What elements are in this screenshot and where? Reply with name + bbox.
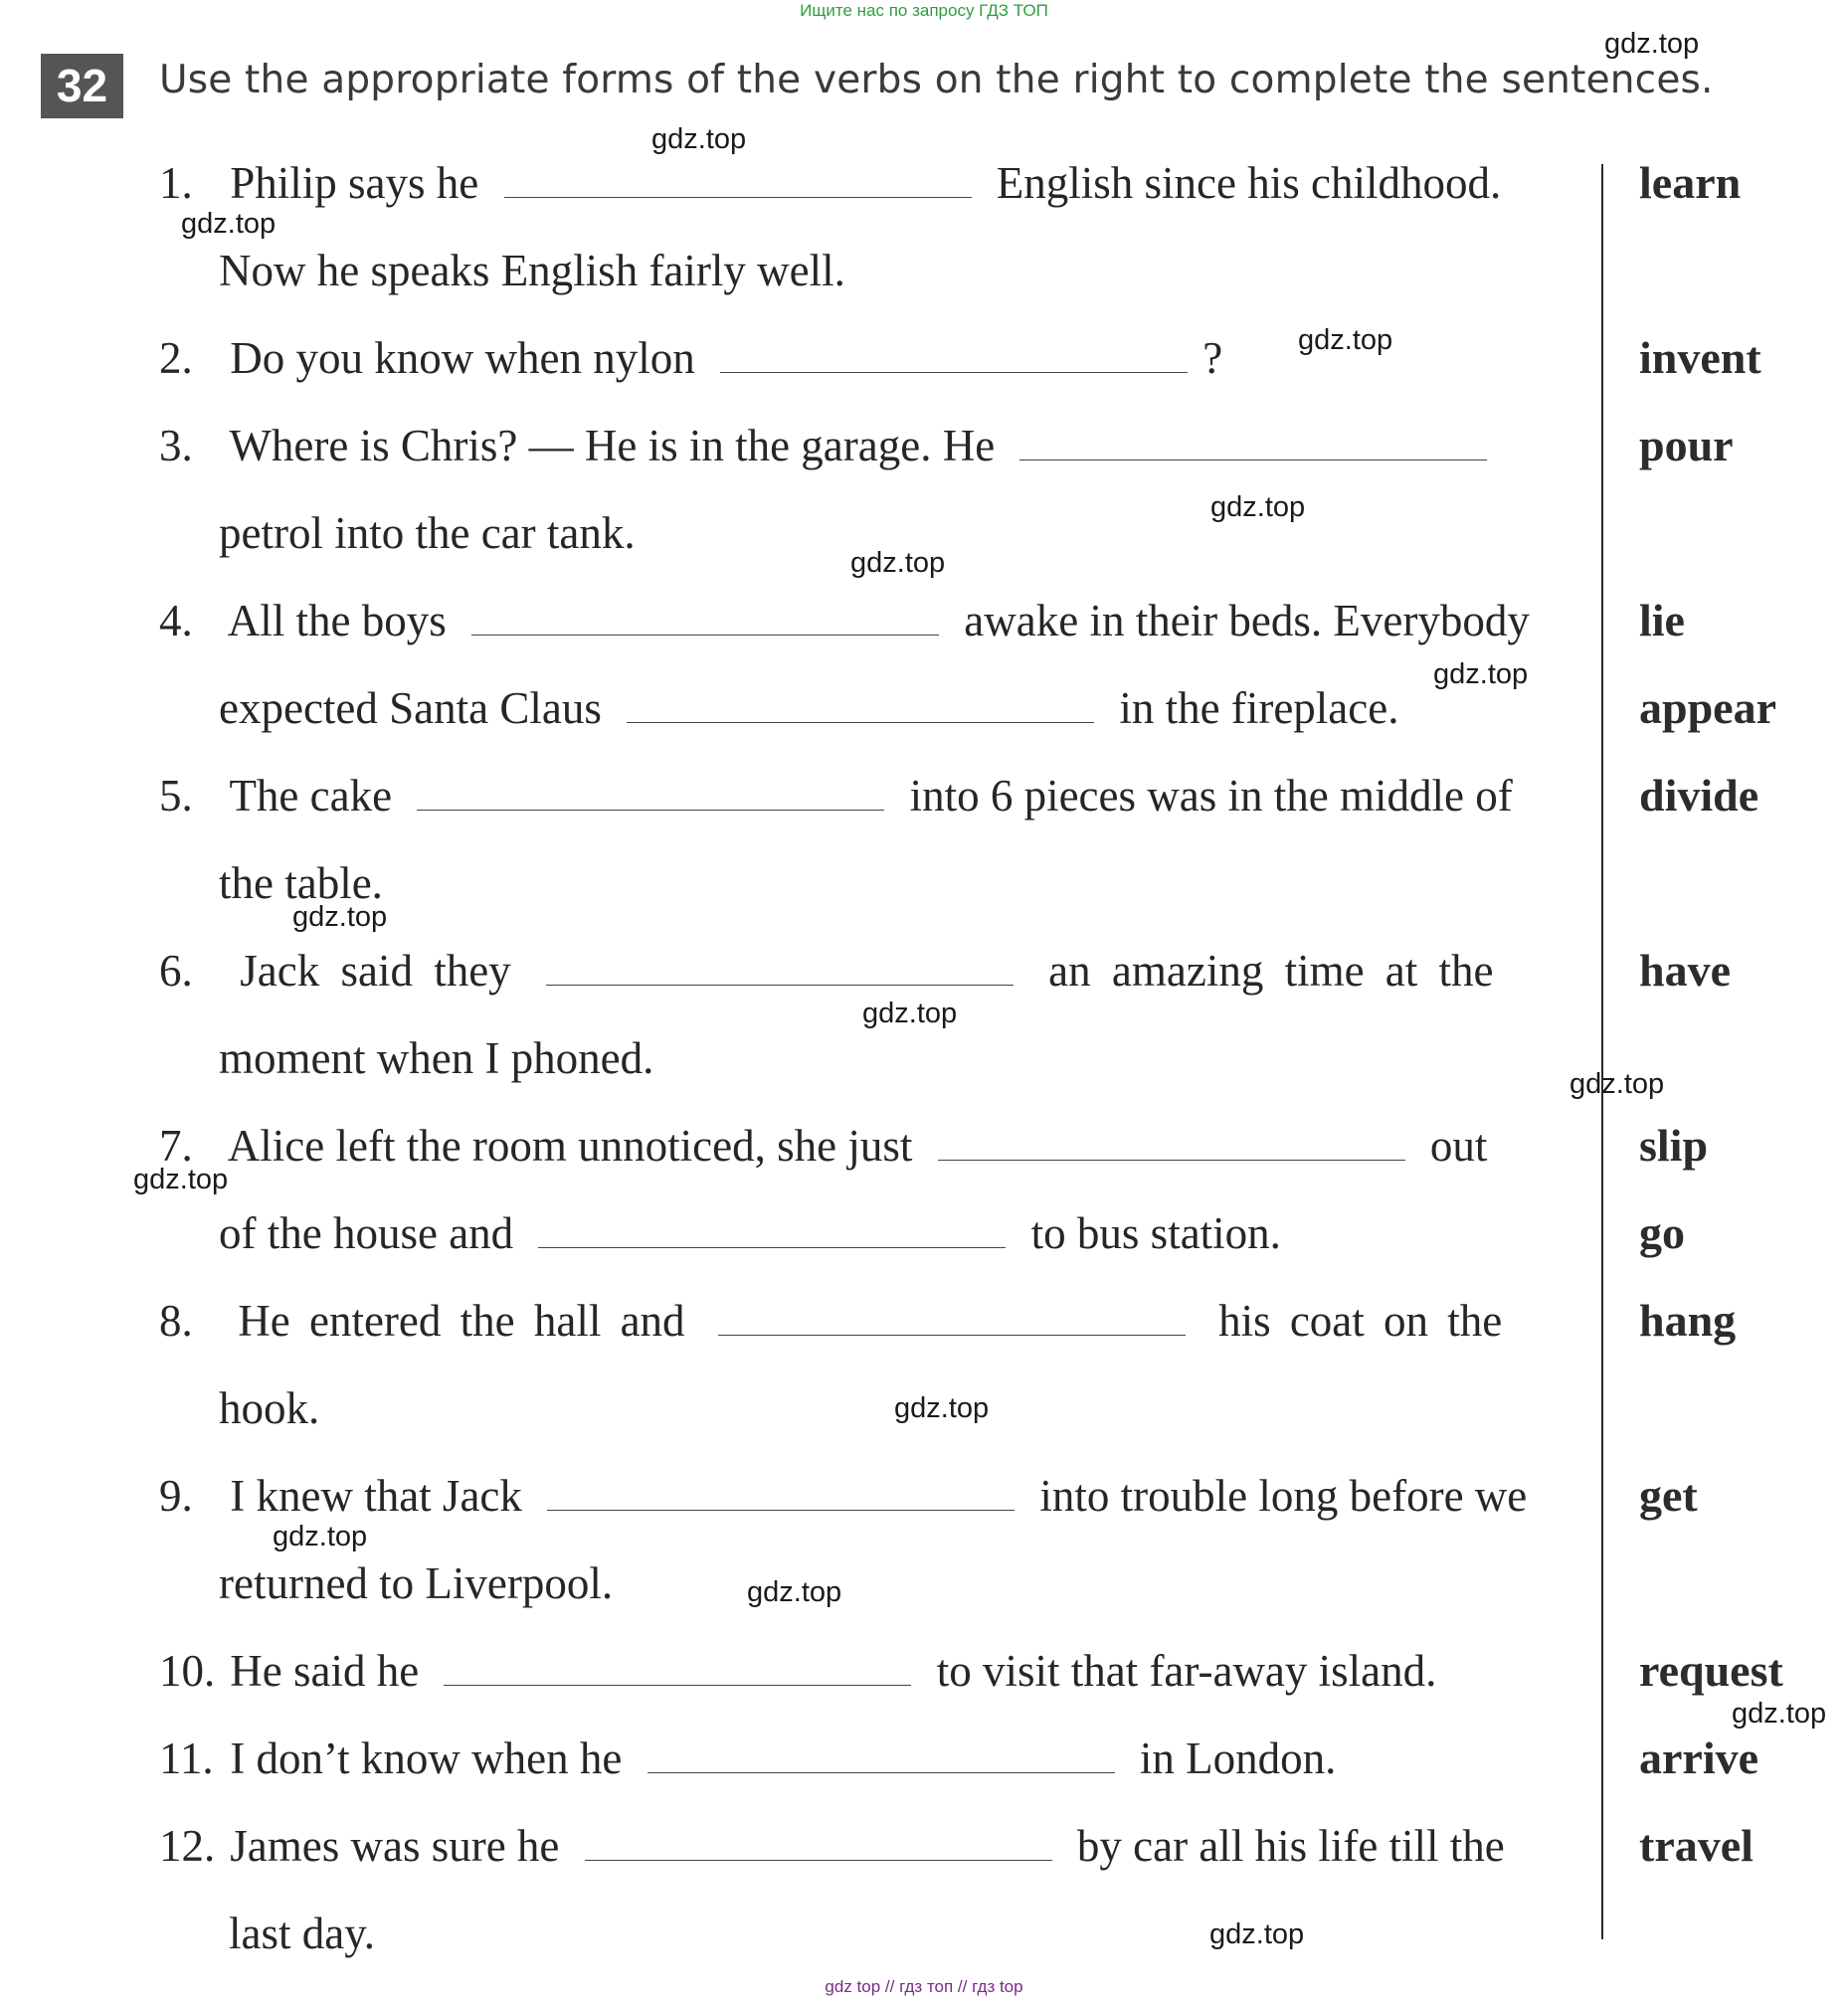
answer-blank-7a[interactable] [938, 1128, 1405, 1161]
sentence-text: to visit that far-away island. [936, 1646, 1437, 1696]
answer-blank-8[interactable] [718, 1303, 1186, 1336]
sentence-4-line-1 [159, 591, 1530, 650]
sentence-5-line-1 [159, 766, 1513, 825]
verb-request: request [1639, 1645, 1783, 1696]
watermark: gdz.top [292, 901, 388, 933]
item-number: 5. [159, 771, 193, 821]
sentence-text: Where is Chris? — He is in the garage. He [229, 421, 996, 470]
sentence-11-line-1 [159, 1729, 1336, 1788]
verb-invent: invent [1639, 332, 1761, 383]
verb-lie: lie [1639, 595, 1685, 645]
answer-blank-5[interactable] [417, 778, 884, 811]
watermark: gdz.top [1433, 658, 1529, 690]
sentence-text: awake in their beds. Everybody [964, 596, 1530, 645]
footer-credits: gdz top // гдз топ // гдз top [825, 1977, 1023, 1996]
sentence-text: of the house and [219, 1208, 514, 1258]
item-number: 4. [159, 596, 193, 645]
sentence-6-line-1 [159, 941, 1494, 1001]
sentence-7-line-1 [159, 1116, 1487, 1176]
verb-travel: travel [1639, 1820, 1754, 1871]
item-number: 9. [159, 1471, 193, 1521]
sentence-text: Do you know when nylon [230, 333, 695, 383]
sentence-text: by car all his life till the [1076, 1821, 1505, 1871]
sentence-6-line-2: moment when I phoned. [219, 1033, 654, 1083]
answer-blank-10[interactable] [444, 1653, 911, 1686]
sentence-9-line-1 [159, 1466, 1527, 1526]
sentence-1-line-1 [159, 153, 1501, 213]
verb-divide: divide [1639, 770, 1759, 821]
verb-arrive: arrive [1639, 1733, 1759, 1783]
sentence-8-line-1 [159, 1291, 1502, 1351]
item-number: 8. [159, 1296, 193, 1346]
sentence-text: Philip says he [230, 158, 479, 208]
sentence-text: into trouble long before we [1039, 1471, 1528, 1521]
watermark: gdz.top [1570, 1068, 1665, 1100]
verb-hang: hang [1639, 1295, 1737, 1346]
sentence-text: an amazing time at the [1048, 946, 1494, 996]
sentence-10-line-1 [159, 1641, 1436, 1701]
sentence-text: I knew that Jack [230, 1471, 522, 1521]
sentence-text: He entered the hall and [238, 1296, 685, 1346]
sentence-9-line-2: returned to Liverpool. [219, 1558, 614, 1608]
watermark: gdz.top [273, 1521, 368, 1552]
item-number: 12. [159, 1821, 216, 1871]
sentence-text: out [1429, 1121, 1488, 1171]
sentence-text: All the boys [227, 596, 447, 645]
verb-have: have [1639, 945, 1731, 996]
search-banner: Ищите нас по запросу ГДЗ ТОП [800, 1, 1048, 20]
verb-appear: appear [1639, 682, 1776, 733]
watermark: gdz.top [894, 1392, 990, 1424]
watermark: gdz.top [862, 998, 958, 1029]
sentence-3-line-2: petrol into the car tank. [219, 508, 636, 558]
sentence-1-line-2: Now he speaks English fairly well. [219, 246, 845, 295]
answer-blank-12[interactable] [585, 1828, 1052, 1861]
sentence-text: I don’t know when he [230, 1733, 623, 1783]
item-number: 11. [159, 1733, 214, 1783]
sentence-12-line-1 [159, 1816, 1505, 1876]
sentence-7-line-2 [219, 1203, 1281, 1263]
sentence-5-line-2: the table. [219, 858, 383, 908]
watermark: gdz.top [133, 1164, 229, 1195]
item-number: 7. [159, 1121, 193, 1171]
exercise-number: 32 [41, 54, 123, 118]
sentence-text: ? [1202, 333, 1223, 383]
sentence-text: Alice left the room unnoticed, she just [227, 1121, 913, 1171]
watermark: gdz.top [651, 123, 747, 155]
sentence-text: James was sure he [230, 1821, 560, 1871]
sentence-text: in London. [1139, 1733, 1337, 1783]
verb-get: get [1639, 1470, 1698, 1521]
answer-blank-2[interactable] [720, 340, 1188, 373]
sentence-text: Jack said they [240, 946, 511, 996]
item-number: 3. [159, 421, 193, 470]
sentence-4-line-2 [219, 678, 1398, 738]
answer-blank-1[interactable] [504, 165, 972, 198]
answer-blank-7b[interactable] [538, 1215, 1006, 1248]
watermark: gdz.top [181, 208, 277, 240]
sentence-text: The cake [229, 771, 393, 821]
sentence-text: to bus station. [1030, 1208, 1281, 1258]
exercise-instruction: Use the appropriate forms of the verbs on the right to complete the sentences. [159, 58, 1714, 102]
verb-go: go [1639, 1207, 1685, 1258]
watermark: gdz.top [850, 547, 946, 579]
sentence-text: into 6 pieces was in the middle of [909, 771, 1513, 821]
watermark: gdz.top [1732, 1698, 1827, 1730]
watermark: gdz.top [1210, 491, 1306, 523]
sentence-12-line-2: last day. [229, 1909, 376, 1958]
sentence-text: his coat on the [1218, 1296, 1503, 1346]
answer-blank-9[interactable] [547, 1478, 1015, 1511]
item-number: 6. [159, 946, 193, 996]
sentence-2-line-1 [159, 328, 1222, 388]
answer-blank-6[interactable] [546, 953, 1014, 986]
watermark: gdz.top [1604, 28, 1700, 60]
sentence-8-line-2: hook. [219, 1383, 320, 1433]
sentence-text: expected Santa Claus [219, 683, 602, 733]
sentence-3-line-1 [159, 416, 1501, 475]
answer-blank-4b[interactable] [627, 690, 1094, 723]
verb-slip: slip [1639, 1120, 1709, 1171]
item-number: 10. [159, 1646, 216, 1696]
column-divider [1601, 164, 1603, 1939]
sentence-text: He said he [230, 1646, 420, 1696]
sentence-text: English since his childhood. [996, 158, 1502, 208]
answer-blank-4a[interactable] [471, 603, 939, 636]
watermark: gdz.top [1298, 324, 1393, 356]
item-number: 1. [159, 158, 193, 208]
item-number: 2. [159, 333, 193, 383]
watermark: gdz.top [747, 1576, 842, 1608]
verb-learn: learn [1639, 157, 1742, 208]
answer-blank-3[interactable] [1019, 428, 1487, 460]
answer-blank-11[interactable] [647, 1740, 1115, 1773]
verb-pour: pour [1639, 420, 1734, 470]
watermark: gdz.top [1209, 1918, 1305, 1950]
sentence-text: in the fireplace. [1119, 683, 1399, 733]
